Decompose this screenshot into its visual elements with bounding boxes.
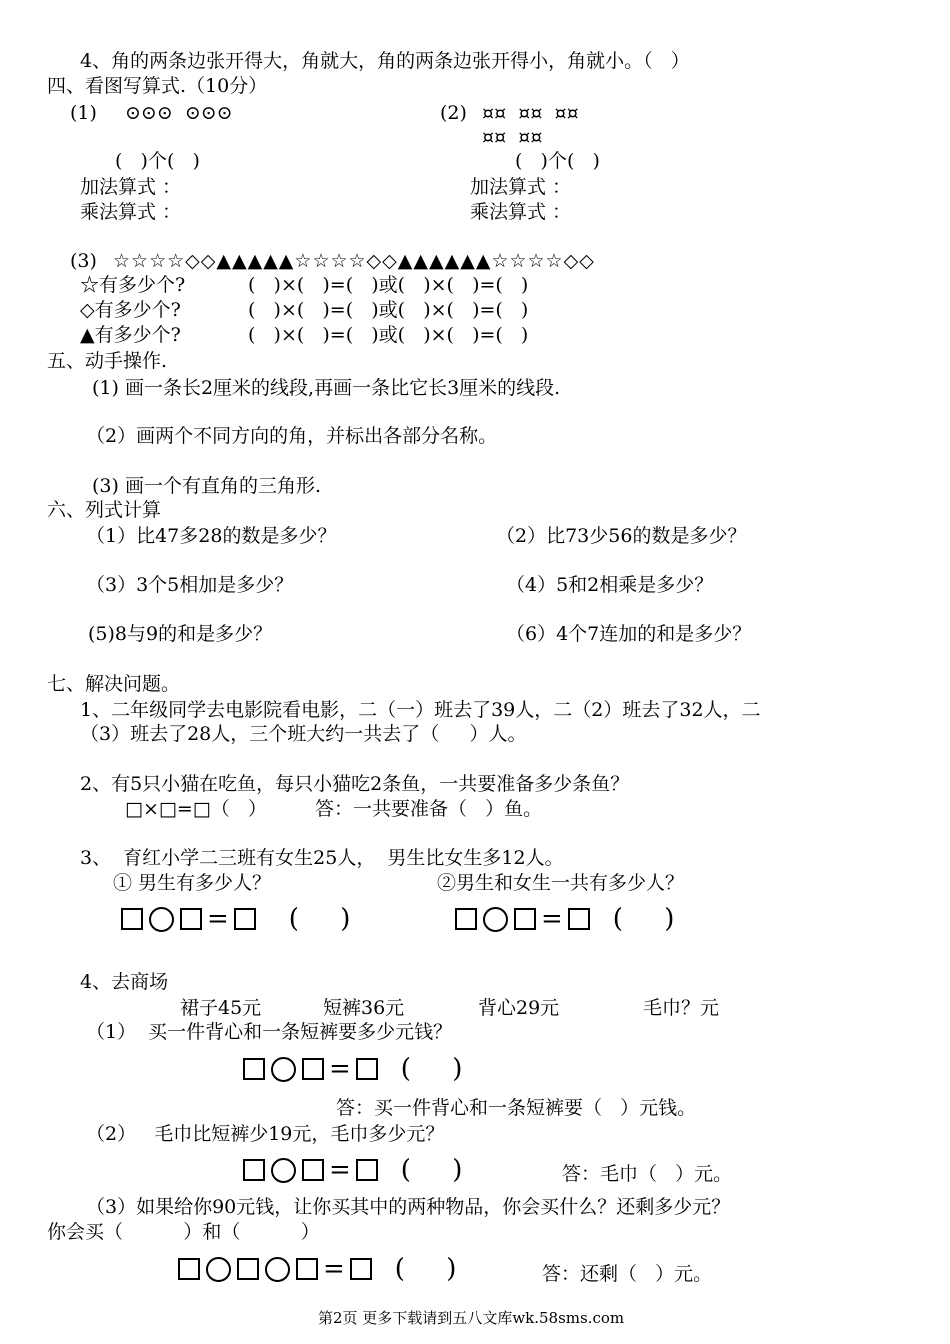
section-4-title: 四、看图写算式.（10分） (47, 75, 268, 97)
price-towel: 毛巾？元 (643, 997, 720, 1019)
s7-q4-1-answer: 答：买一件背心和一条短裤要（ ）元钱。 (336, 1097, 697, 1119)
operator-circle[interactable] (149, 907, 174, 932)
s6-q2: （2）比73少56的数是多少？ (496, 525, 747, 547)
s4-p2-mul-label: 乘法算式 ： (470, 201, 572, 223)
section-5-title: 五、动手操作. (47, 350, 168, 372)
answer-box[interactable] (234, 908, 256, 930)
s7-q1-line1: 1、二年级同学去电影院看电影，二（一）班去了39人，二（2）班去了32人，二 (80, 699, 761, 721)
answer-box[interactable] (121, 908, 143, 930)
price-vest: 背心29元 (478, 997, 560, 1019)
s4-p2-count: ( )个( ) (515, 150, 600, 172)
s4-p3-star-formula: ( )×( )=( )或( )×( )=( ) (248, 274, 529, 296)
s6-q4: （4）5和2相乘是多少？ (506, 574, 714, 596)
answer-box[interactable] (243, 1058, 265, 1080)
s7-q3-part-a: ① 男生有多少人？ (113, 872, 272, 894)
answer-box[interactable] (455, 908, 477, 930)
s5-q1: (1) 画一条长2厘米的线段,再画一条比它长3厘米的线段. (92, 377, 561, 399)
answer-box[interactable] (356, 1159, 378, 1181)
price-shorts: 短裤36元 (323, 997, 405, 1019)
s6-q3: （3）3个5相加是多少？ (86, 574, 294, 596)
s4-p1-count: ( )个( ) (115, 150, 200, 172)
unit-parentheses: ( ) (288, 904, 351, 934)
answer-box[interactable] (237, 1258, 259, 1280)
operator-circle[interactable] (483, 907, 508, 932)
answer-box[interactable] (243, 1159, 265, 1181)
s4-p2-picture-row1: ¤¤ ¤¤ ¤¤ (482, 102, 579, 124)
s7-q4-2: （2） 毛巾比短裤少19元，毛巾多少元？ (86, 1123, 445, 1145)
operator-circle[interactable] (206, 1257, 231, 1282)
s4-p1-add-label: 加法算式 ： (80, 176, 182, 198)
answer-box[interactable] (350, 1258, 372, 1280)
s4-p2-picture-row2: ¤¤ ¤¤ (482, 126, 543, 148)
section-6-title: 六、列式计算 (47, 499, 162, 521)
s6-q6: （6）4个7连加的和是多少？ (506, 623, 752, 645)
s6-q5: (5)8与9的和是多少？ (88, 623, 273, 645)
s4-p3-star-question: ☆有多少个? (80, 274, 186, 296)
s4-p1-picture: ⊙⊙⊙ ⊙⊙⊙ (125, 102, 233, 124)
answer-box[interactable] (180, 908, 202, 930)
s7-q4-3-answer-boxes: = ( ) (175, 1256, 456, 1282)
s7-q3-line1: 3、 育红小学二三班有女生25人， 男生比女生多12人。 (80, 847, 564, 869)
s7-q4-title: 4、去商场 (80, 971, 169, 993)
s7-q3-part-b: ②男生和女生一共有多少人？ (437, 872, 685, 894)
s6-q1: （1）比47多28的数是多少？ (86, 525, 337, 547)
s7-q2-line1: 2、有5只小猫在吃鱼，每只小猫吃2条鱼，一共要准备多少条鱼？ (80, 773, 630, 795)
s4-p1-number: (1) (70, 102, 97, 124)
s4-p3-number: (3) (70, 250, 97, 272)
s4-p3-diamond-formula: ( )×( )=( )或( )×( )=( ) (248, 299, 529, 321)
s4-p3-triangle-question: ▲有多少个? (80, 324, 181, 346)
answer-box[interactable] (568, 908, 590, 930)
s7-q1-line2: （3）班去了28人，三个班大约一共去了（ ）人。 (80, 723, 527, 745)
s5-q2: （2）画两个不同方向的角，并标出各部分名称。 (86, 425, 498, 447)
s7-q4-3: （3）如果给你90元钱，让你买其中的两种物品，你会买什么？还剩多少元？ (86, 1196, 731, 1218)
s7-q4-3-buy: 你会买（ ）和（ ） (47, 1221, 320, 1243)
page-footer: 第2页 更多下载请到五八文库wk.58sms.com (318, 1309, 625, 1327)
operator-circle[interactable] (265, 1257, 290, 1282)
s7-q3-b-answer-boxes: = ( ) (452, 906, 674, 932)
s4-p3-shape-sequence: ☆☆☆☆◇◇▲▲▲▲▲☆☆☆☆◇◇▲▲▲▲▲▲☆☆☆☆◇◇ (113, 250, 595, 272)
answer-box[interactable] (514, 908, 536, 930)
s7-q3-a-answer-boxes: = ( ) (118, 906, 350, 932)
answer-box[interactable] (178, 1258, 200, 1280)
unit-parentheses: ( ) (612, 904, 675, 934)
answer-box[interactable] (296, 1258, 318, 1280)
s5-q3: (3) 画一个有直角的三角形. (92, 475, 321, 497)
s7-q4-3-answer: 答：还剩（ ）元。 (542, 1263, 713, 1285)
unit-parentheses: ( ) (400, 1155, 463, 1185)
answer-box[interactable] (302, 1058, 324, 1080)
s7-q4-2-answer-boxes: = ( ) (240, 1157, 462, 1183)
s4-p1-mul-label: 乘法算式 ： (80, 201, 182, 223)
unit-parentheses: ( ) (400, 1054, 463, 1084)
s4-p3-diamond-question: ◇有多少个? (80, 299, 181, 321)
s4-p2-add-label: 加法算式 ： (470, 176, 572, 198)
section-7-title: 七、解决问题。 (47, 673, 181, 695)
unit-parentheses: ( ) (394, 1254, 457, 1284)
price-skirt: 裙子45元 (180, 997, 262, 1019)
s4-p3-triangle-formula: ( )×( )=( )或( )×( )=( ) (248, 324, 529, 346)
s7-q2-answer: 答：一共要准备（ ）鱼。 (315, 798, 543, 820)
s7-q4-1: （1） 买一件背心和一条短裤要多少元钱？ (86, 1021, 453, 1043)
q3-4-text: 4、角的两条边张开得大，角就大，角的两条边张开得小，角就小。（ ） (80, 50, 690, 72)
s7-q2-formula: □×□=□（ ） (125, 798, 267, 820)
s7-q4-1-answer-boxes: = ( ) (240, 1056, 462, 1082)
operator-circle[interactable] (271, 1158, 296, 1183)
operator-circle[interactable] (271, 1057, 296, 1082)
answer-box[interactable] (302, 1159, 324, 1181)
s4-p2-number: (2) (440, 102, 467, 124)
s7-q4-2-answer: 答：毛巾（ ）元。 (562, 1163, 733, 1185)
answer-box[interactable] (356, 1058, 378, 1080)
